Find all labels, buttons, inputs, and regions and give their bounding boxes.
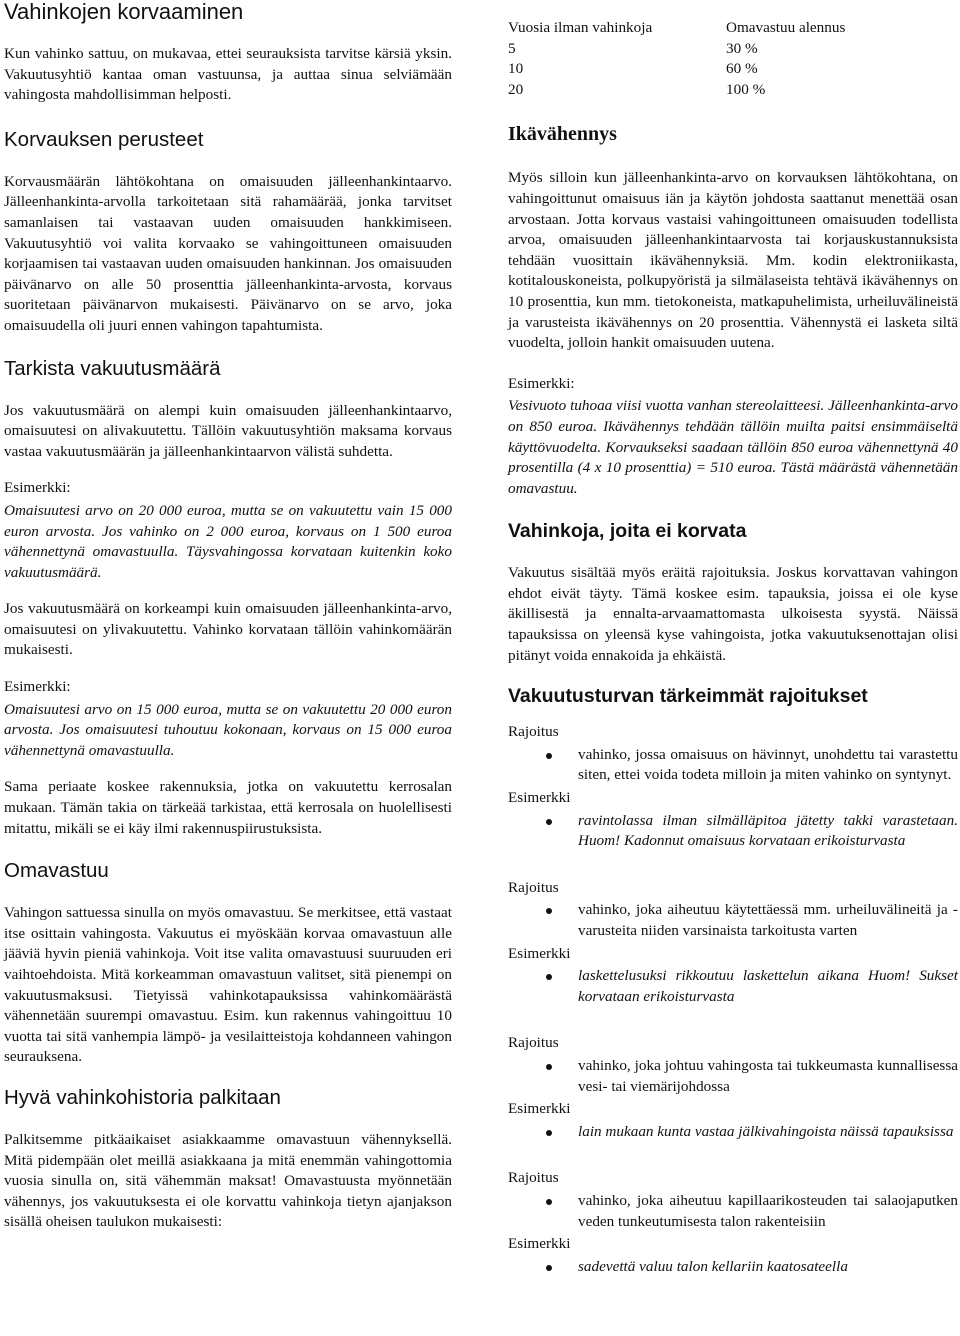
table-cell-discount: 100 % <box>726 80 766 98</box>
limitation-block <box>508 722 958 852</box>
rajoitus-list <box>508 1056 958 1097</box>
table-header-row <box>508 18 868 39</box>
table-header-years: Vuosia ilman vahinkoja <box>508 19 653 36</box>
table-cell-years: 10 <box>508 60 524 78</box>
intro-paragraph: Kun vahinko sattuu, on mukavaa, ettei seurauksista tarvitse kärsiä yksin. Vakuutusyhtiö kantaa oman vastuunsa, ja auttaa sinua selviämään vahingosta mahdollisimman helposti. <box>4 45 452 104</box>
list-item: sadevettä valuu talon kellariin kaatosateella <box>508 1257 958 1278</box>
esimerkki-label: Esimerkki <box>508 1235 571 1253</box>
esimerkki-label: Esimerkki <box>508 789 571 807</box>
list-item: ravintolassa ilman silmälläpitoa jätetty takki varastetaan. Huom! Kadonnut omaisuus korvataan erikoisturvasta <box>508 811 958 852</box>
heading-vahinkohistoria: Hyvä vahinkohistoria palkitaan <box>4 1085 281 1109</box>
rajoitus-label: Rajoitus <box>508 878 559 896</box>
right-column <box>508 0 958 1279</box>
example-label: Esimerkki: <box>508 374 575 392</box>
example-label: Esimerkki: <box>4 479 71 497</box>
rajoitus-label: Rajoitus <box>508 1169 559 1187</box>
esimerkki-list <box>508 1122 958 1143</box>
rajoitus-list <box>508 745 958 786</box>
list-item: vahinko, jossa omaisuus on hävinnyt, unohdettu tai varastettu siten, ettei voida todeta milloin ja miten vahinko on syntynyt. <box>508 745 958 786</box>
esimerkki-list <box>508 811 958 852</box>
page-title: Vahinkojen korvaaminen <box>4 0 244 24</box>
discount-table <box>508 18 868 100</box>
paragraph-ylivakuutus: Jos vakuutusmäärä on korkeampi kuin omaisuuden jälleenhankinta-arvo, omaisuutesi on ylivakuutettu. Vahinko korvataan tällöin vahinkomäärän mukaisesti. <box>4 600 452 659</box>
paragraph-rajoitukset: Vakuutus sisältää myös eräitä rajoituksia. Joskus korvattavan vahingon ehdot eivät täyty. Tämä koskee esim. tapauksia, joissa ei ole kyse äkillisestä ja ennalta-arvaamattomasta ulkoisesta syystä. Näissä tapauksissa on yleensä kyse vahingoista, jotka vakuutuksenottajan olisi pitänyt voida ennakoida ja ehkäistä. <box>508 564 958 664</box>
esimerkki-list <box>508 1257 958 1278</box>
left-column <box>4 0 452 1233</box>
example-ylivakuutus: Omaisuutesi arvo on 15 000 euroa, mutta se on vakuutettu 20 000 euron arvosta. Jos omaisuutesi tuhoutuu kokonaan, korvaus on 15 000 euroa vähennettynä omavastuulla. <box>4 700 452 759</box>
heading-korvauksen-perusteet: Korvauksen perusteet <box>4 127 204 151</box>
heading-vahinkoja-joita-ei-korvata: Vahinkoja, joita ei korvata <box>508 520 747 543</box>
example-label: Esimerkki: <box>4 678 71 696</box>
esimerkki-label: Esimerkki <box>508 944 571 962</box>
paragraph-vahinkohistoria: Palkitsemme pitkäaikaiset asiakkaamme omavastuun vähennyksellä. Mitä pidempään olet meillä asiakkaana ja mitä enemmän vahingottomia vuosia sinulla on, sitä vähemmän maksat! Omavastuusta myönnetään vähennys, jos vakuutuksesta ei ole korvattu vahinkoja tietyn ajanjakson sisällä oheisen taulukon mukaisesti: <box>4 1130 452 1231</box>
bullet-icon <box>546 1265 552 1271</box>
rajoitus-label: Rajoitus <box>508 1034 559 1052</box>
table-cell-discount: 60 % <box>726 60 758 78</box>
table-header-discount: Omavastuu alennus <box>726 19 846 36</box>
paragraph-alivakuutus: Jos vakuutusmäärä on alempi kuin omaisuuden jälleenhankintaarvo, omaisuutesi on alivakuutettu. Tällöin vakuutusyhtiön maksama korvaus vastaa vakuutusmäärän ja jälleenhankintaarvon välistä suhdetta. <box>4 401 452 460</box>
list-item: vahinko, joka aiheutuu käytettäessä mm. urheiluvälineitä ja -varusteita niiden varsinaista tarkoitusta varten <box>508 900 958 941</box>
list-item: vahinko, joka johtuu vahingosta tai tukkeumasta kunnallisessa vesi- tai viemärijohdossa <box>508 1056 958 1097</box>
heading-tarkista-vakuutusmaara: Tarkista vakuutusmäärä <box>4 356 221 380</box>
bullet-icon <box>546 1130 552 1136</box>
paragraph-kerrosala: Sama periaate koskee rakennuksia, jotka on vakuutettu kerrosalan mukaan. Tämän takia on tärkeää tarkistaa, että kerrosala on huolellisesti mitattu, mikäli se ei käy ilmi rakennuspiirustuksista. <box>4 778 452 837</box>
heading-tarkeimmat-rajoitukset: Vakuutusturvan tärkeimmät rajoitukset <box>508 685 868 708</box>
limitation-block <box>508 1033 958 1142</box>
rajoitus-label: Rajoitus <box>508 723 559 741</box>
heading-omavastuu: Omavastuu <box>4 859 109 883</box>
rajoitus-list <box>508 900 958 941</box>
limitation-block <box>508 878 958 1008</box>
table-cell-years: 20 <box>508 80 524 98</box>
paragraph-korvauksen-perusteet: Korvausmäärän lähtökohtana on omaisuuden jälleenhankintaarvo. Jälleenhankinta-arvolla tarkoitetaan sitä rahamäärää, jonka tarvitset samanlaisen tai vastaavan uuden omaisuuden hankkimiseen. Vakuutusyhtiö voi valita korvaako se vahingoittuneen omaisuuden korjaamisen tai vastaavan uuden omaisuuden hankinnan. Jos omaisuuden päivänarvo on alle 50 prosenttia jälleenhankinta-arvosta, korvaus suoritetaan päivänarvon mukaisesti. Päivänarvo on se arvo, joka omaisuudella oli juuri ennen vahingon tapahtumista. <box>4 172 452 334</box>
table-cell-years: 5 <box>508 39 516 57</box>
esimerkki-label: Esimerkki <box>508 1100 571 1118</box>
bullet-icon <box>546 1064 552 1070</box>
bullet-icon <box>546 1199 552 1205</box>
example-ikavahennys: Vesivuoto tuhoaa viisi vuotta vanhan stereolaitteesi. Jälleenhankinta-arvo on 850 euroa. Ikävähennys tehdään tällöin muilta paitsi ensimmäiseltä käyttövuodelta. Korvaukseksi saadaan tällöin 850 euroa vähennettynä 40 prosentilla (4 x 10 prosenttia) = 510 euroa. Tästä määrästä vähennetään omavastuu. <box>508 397 958 497</box>
list-item: laskettelusuksi rikkoutuu laskettelun aikana Huom! Sukset korvataan erikoisturvasta <box>508 966 958 1007</box>
paragraph-omavastuu: Vahingon sattuessa sinulla on myös omavastuu. Se merkitsee, että vastaat itse osittain vahingosta. Vakuutus ei myöskään korvaa omavastuun alle jääviä hyvin pieniä vahinkoja. Voit itse valita omavastuusi suuruuden eri vaihtoehdoista. Mitä korkeamman omavastuun valitset, sitä pienempi on vakuutusmaksusi. Tietyissä vahinkotapauksissa vahinkomäärästä vähennetään suurempi omavastuu. Esim. kun rakennus vahingoittuu 10 vuotta tai sitä vanhempia lämpö- ja vesilaitteistoja kohdanneen vahingon seurauksena. <box>4 904 452 1066</box>
bullet-icon <box>546 819 552 825</box>
table-row <box>508 59 868 80</box>
bullet-icon <box>546 753 552 759</box>
rajoitus-list <box>508 1191 958 1232</box>
esimerkki-list <box>508 966 958 1007</box>
table-row <box>508 39 868 60</box>
table-cell-discount: 30 % <box>726 39 758 57</box>
limitation-block <box>508 1168 958 1277</box>
list-item: vahinko, joka aiheutuu kapillaarikosteuden tai salaojaputken veden tunkeutumisesta talon rakenteisiin <box>508 1191 958 1232</box>
list-item: lain mukaan kunta vastaa jälkivahingoista näissä tapauksissa <box>508 1122 958 1143</box>
bullet-icon <box>546 908 552 914</box>
paragraph-ikavahennys: Myös silloin kun jälleenhankinta-arvo on korvauksen lähtökohtana, on vahingoittunut omaisuus iän ja käytön johdosta saattanut menettää osan arvostaan. Jotta korvaus vastaisi vahingoittuneen omaisuuden todellista arvoa, omaisuuden jälleenhankintaarvosta tai korjauskustannuksista tehdään vuosittain ikävähennyksiä. Mm. kodin elektroniikasta, kotitalouskoneista, polkupyöristä ja silmälaseista tehtävä ikävähennys on 10 prosenttia, kun mm. tietokoneista, matkapuhelimista, urheiluvälineistä ja varusteista ikävähennys on 20 prosenttia. Vähennystä ei lasketa siltä vuodelta, jolloin hankit omaisuuden uutena. <box>508 169 958 352</box>
heading-ikavahennys: Ikävähennys <box>508 123 617 146</box>
table-row <box>508 80 868 101</box>
example-alivakuutus: Omaisuutesi arvo on 20 000 euroa, mutta se on vakuutettu vain 15 000 euron arvosta. Jos vahinko on 2 000 euroa, korvaus on 1 500 euroa vähennettynä omavastuulla. Täysvahingossa korvataan kuitenkin koko vakuutusmäärä. <box>4 501 452 581</box>
bullet-icon <box>546 974 552 980</box>
